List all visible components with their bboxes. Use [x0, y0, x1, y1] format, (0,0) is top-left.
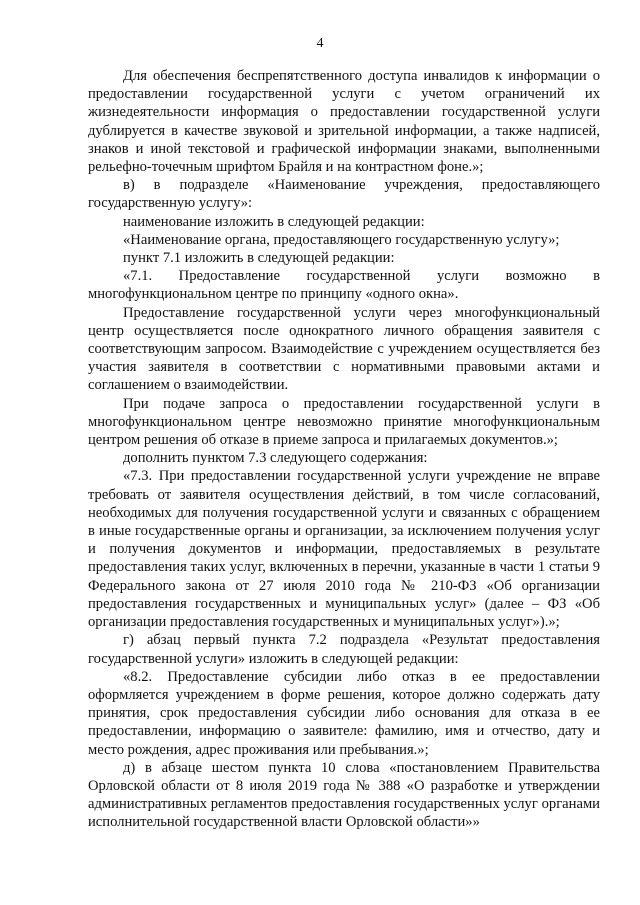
paragraph: пункт 7.1 изложить в следующей редакции: [123, 250, 395, 267]
paragraph: дополнить пунктом 7.3 следующего содержания: [123, 450, 428, 467]
paragraph: «7.1. Предоставление государственной услуги возможно в многофункциональном центре по принципу «одного окна». [88, 268, 600, 303]
paragraph: д) в абзаце шестом пункта 10 слова «постановлением Правительства Орловской области от 8 июля 2019 года № 388 «О разработке и утверждении административных регламентов предоставления государственных услуг органами исполнительной государственной власти Орловской области»» [88, 759, 600, 831]
paragraph: наименование изложить в следующей редакции: [123, 213, 425, 230]
page-number: 4 [316, 36, 324, 51]
paragraph: При подаче запроса о предоставлении государственной услуги в многофункциональном центре невозможно принятие многофункциональным центром решения об отказе в приеме запроса и прилагаемых документов.»; [88, 395, 600, 449]
paragraph: в) в подразделе «Наименование учреждения, предоставляющего государственную услугу»: [88, 177, 600, 212]
paragraph: Предоставление государственной услуги через многофункциональный центр осуществляется после однократного личного обращения заявителя с соответствующим запросом. Взаимодействие с учреждением осуществляется без участия заявителя в соответствии с нормативными правовыми актами и соглашением о взаимодействии. [88, 304, 600, 394]
document-body [88, 67, 600, 832]
paragraph: «7.3. При предоставлении государственной услуги учреждение не вправе требовать от заявителя осуществления действий, в том числе согласований, необходимых для получения государственной услуги и связанных с обращением в иные государственные органы и организации, за исключением получения услуг и получения документов и информации, предоставляемых в результате предоставления таких услуг, включенных в перечни, указанные в части 1 статьи 9 Федерального закона от 27 июля 2010 года № 210-ФЗ «Об организации предоставления государственных и муниципальных услуг» (далее – ФЗ «Об организации предоставления государственных и муниципальных услуг»).»; [88, 468, 600, 631]
paragraph: «Наименование органа, предоставляющего государственную услугу»; [123, 231, 560, 248]
paragraph: «8.2. Предоставление субсидии либо отказ в ее предоставлении оформляется учреждением в форме решения, которое должно содержать дату принятия, срок предоставления субсидии либо основания для отказа в ее предоставлении, информацию о заявителе: фамилию, имя и отчество, дату и место рождения, адрес проживания или пребывания.»; [88, 668, 600, 758]
paragraph: г) абзац первый пункта 7.2 подраздела «Результат предоставления государственной услуги» изложить в следующей редакции: [88, 632, 600, 667]
paragraph: Для обеспечения беспрепятственного доступа инвалидов к информации о предоставлении государственной услуги с учетом ограничений их жизнедеятельности информация о предоставлении государственной услуги дублируется в качестве звуковой и зрительной информации, а также надписей, знаков и иной текстовой и графической информации знаками, выполненными рельефно-точечным шрифтом Брайля и на контрастном фоне.»; [88, 68, 600, 176]
